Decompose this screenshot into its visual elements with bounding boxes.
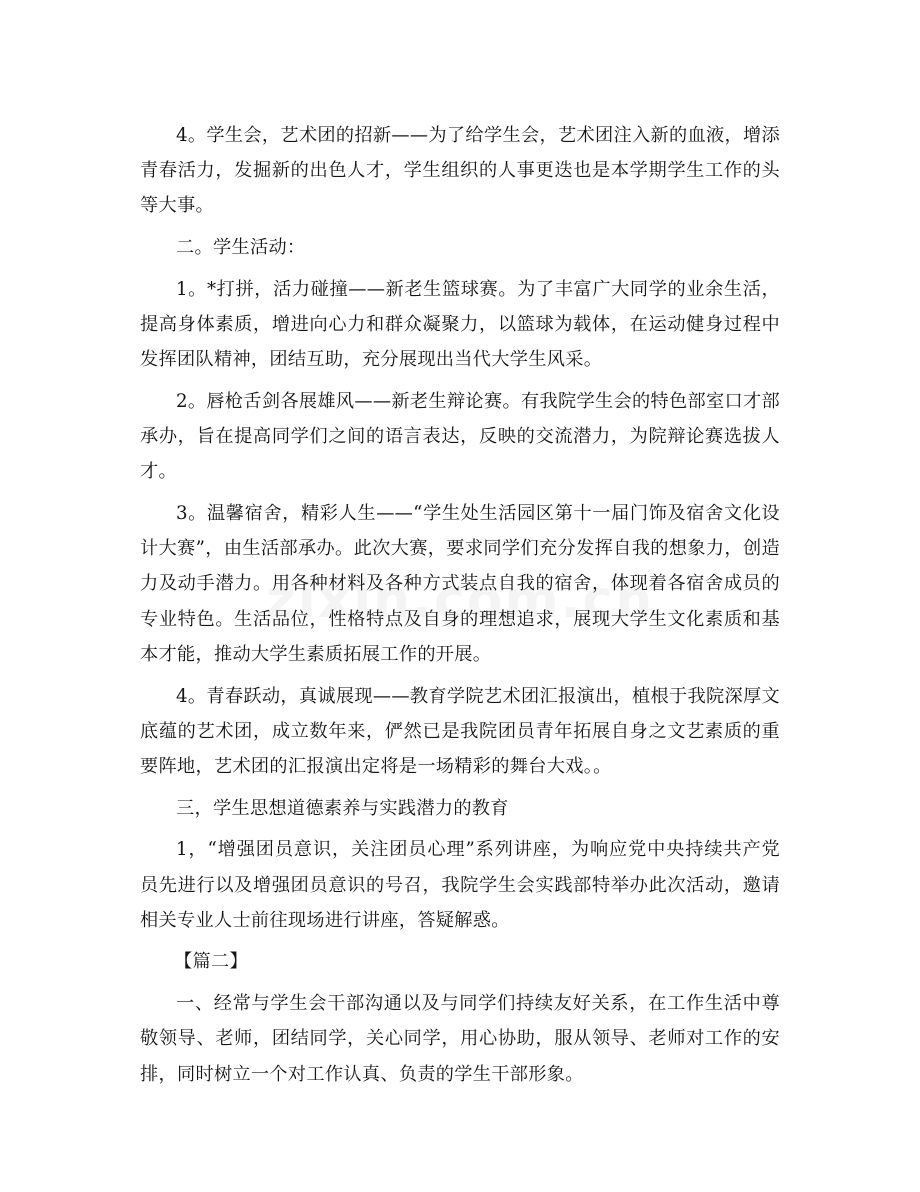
- paragraph-recruitment: 4。学生会，艺术团的招新——为了给学生会，艺术团注入新的血液，增添青春活力，发掘新的出色人才，学生组织的人事更迭也是本学期学生工作的头等大事。: [140, 125, 780, 217]
- heading-student-activities: 二。学生活动：: [176, 237, 306, 259]
- paragraph-lecture-series: 1，“增强团员意识，关注团员心理”系列讲座，为响应党中央持续共产党员先进行以及增强团员意识的号召，我院学生会实践部特举办此次活动，邀请相关专业人士前往现场进行讲座，答疑解惑。: [140, 839, 780, 931]
- paragraph-dormitory: 3。温馨宿舍，精彩人生——“学生处生活园区第十一届门饰及宿舍文化设计大赛”，由生活部承办。此次大赛，要求同学们充分发挥自我的想象力，创造力及动手潜力。用各种材料及各种方式装点自我的宿舍，体现着各宿舍成员的专业特色。生活品位，性格特点及自身的理想追求，展现大学生文化素质和基本才能，推动大学生素质拓展工作的开展。: [140, 503, 780, 665]
- paragraph-communication: 一、经常与学生会干部沟通以及与同学们持续友好关系，在工作生活中尊敬领导、老师，团结同学，关心同学，用心协助，服从领导、老师对工作的安排，同时树立一个对工作认真、负责的学生干部形象。: [140, 993, 780, 1085]
- paragraph-basketball: 1。*打拼，活力碰撞——新老生篮球赛。为了丰富广大同学的业余生活，提高身体素质，增进向心力和群众凝聚力，以篮球为载体，在运动健身过程中发挥团队精神，团结互助，充分展现出当代大学生风采。: [140, 278, 780, 371]
- paragraph-art-troupe: 4。青春跃动，真诚展现——教育学院艺术团汇报演出，植根于我院深厚文底蕴的艺术团，成立数年来，俨然已是我院团员青年拓展自身之文艺素质的重要阵地，艺术团的汇报演出定将是一场精彩的舞台大戏。。: [140, 685, 780, 777]
- section-tag-part-two: 【篇二】: [174, 951, 248, 973]
- paragraph-debate: 2。唇枪舌剑各展雄风——新老生辩论赛。有我院学生会的特色部室口才部承办，旨在提高同学们之间的语言表达，反映的交流潜力，为院辩论赛选拔人才。: [140, 390, 780, 483]
- heading-moral-education: 三，学生思想道德素养与实践潜力的教育: [176, 797, 509, 819]
- document-body: [140, 118, 780, 1098]
